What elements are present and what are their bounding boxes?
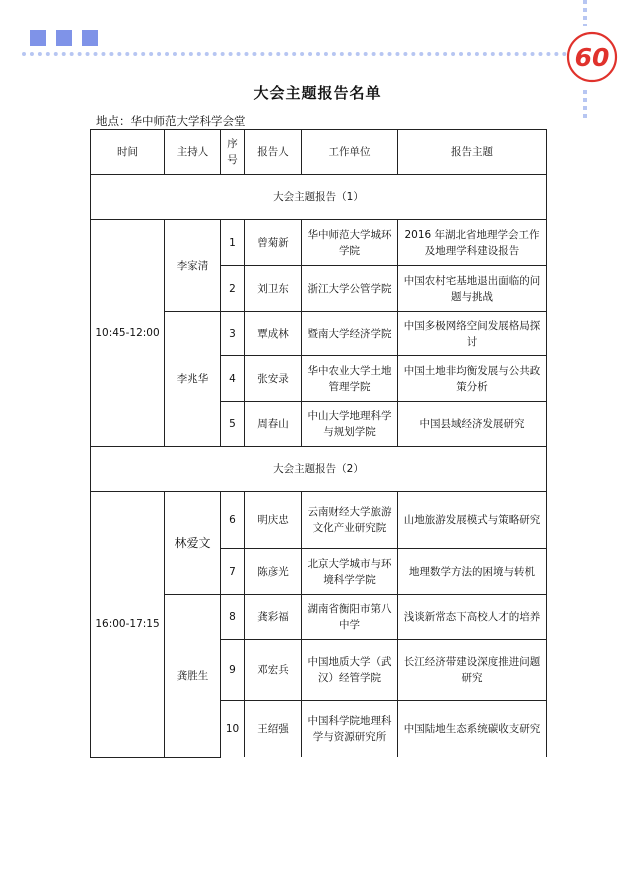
header-square [82,30,98,46]
report-topic: 中国陆地生态系统碳收支研究 [398,701,547,758]
report-topic: 山地旅游发展模式与策略研究 [398,492,547,549]
speaker-name: 明庆忠 [245,492,302,549]
row-number: 1 [221,220,245,266]
report-topic: 中国多极网络空间发展格局探讨 [398,312,547,356]
row-number: 9 [221,640,245,701]
header-dotted-line [22,52,567,56]
work-unit: 浙江大学公管学院 [302,266,398,312]
page-title: 大会主题报告名单 [253,84,382,102]
work-unit: 中国科学院地理科学与资源研究所 [302,701,398,758]
work-unit: 暨南大学经济学院 [302,312,398,356]
speaker-name: 龚彩福 [245,595,302,640]
header-time: 时间 [91,130,165,175]
row-number: 3 [221,312,245,356]
session-label: 大会主题报告（1） [91,175,547,220]
header-topic: 报告主题 [398,130,547,175]
report-topic: 2016 年湖北省地理学会工作及地理学科建设报告 [398,220,547,266]
header-speaker: 报告人 [245,130,302,175]
work-unit: 湖南省衡阳市第八中学 [302,595,398,640]
report-topic: 长江经济带建设深度推进问题研究 [398,640,547,701]
host-name: 李兆华 [165,312,221,447]
speaker-name: 覃成林 [245,312,302,356]
row-number: 5 [221,402,245,447]
work-unit: 中山大学地理科学与规划学院 [302,402,398,447]
speaker-name: 邓宏兵 [245,640,302,701]
session-label: 大会主题报告（2） [91,447,547,492]
speaker-name: 周春山 [245,402,302,447]
speaker-name: 曾菊新 [245,220,302,266]
speaker-name: 陈彦光 [245,549,302,595]
work-unit: 中国地质大学（武汉）经管学院 [302,640,398,701]
table-row [91,220,547,266]
header-square [56,30,72,46]
report-topic: 中国县域经济发展研究 [398,402,547,447]
row-number: 4 [221,356,245,402]
venue-line: 地点：华中师范大学科学会堂 [96,114,246,128]
header-square [30,30,46,46]
report-topic: 地理数学方法的困境与转机 [398,549,547,595]
table-row [91,492,547,549]
row-number: 2 [221,266,245,312]
speaker-name: 张安录 [245,356,302,402]
header-host: 主持人 [165,130,221,175]
header-unit: 工作单位 [302,130,398,175]
keynote-schedule-table [90,129,547,758]
speaker-name: 王绍强 [245,701,302,758]
session-time: 10:45-12:00 [91,220,165,447]
work-unit: 云南财经大学旅游文化产业研究院 [302,492,398,549]
table-header-row [91,130,547,175]
row-number: 7 [221,549,245,595]
row-number: 6 [221,492,245,549]
session-header-row [91,447,547,492]
session-header-row [91,175,547,220]
host-name: 李家清 [165,220,221,312]
work-unit: 华中师范大学城环学院 [302,220,398,266]
host-name: 林爱文 [165,492,221,595]
page-number: 60 [574,43,610,72]
report-topic: 中国农村宅基地退出面临的问题与挑战 [398,266,547,312]
session-time: 16:00-17:15 [91,492,165,758]
speaker-name: 刘卫东 [245,266,302,312]
report-topic: 中国土地非均衡发展与公共政策分析 [398,356,547,402]
work-unit: 华中农业大学土地管理学院 [302,356,398,402]
work-unit: 北京大学城市与环境科学学院 [302,549,398,595]
report-topic: 浅谈新常态下高校人才的培养 [398,595,547,640]
header-no: 序号 [221,130,245,175]
row-number: 10 [221,701,245,758]
host-name: 龚胜生 [165,595,221,758]
row-number: 8 [221,595,245,640]
